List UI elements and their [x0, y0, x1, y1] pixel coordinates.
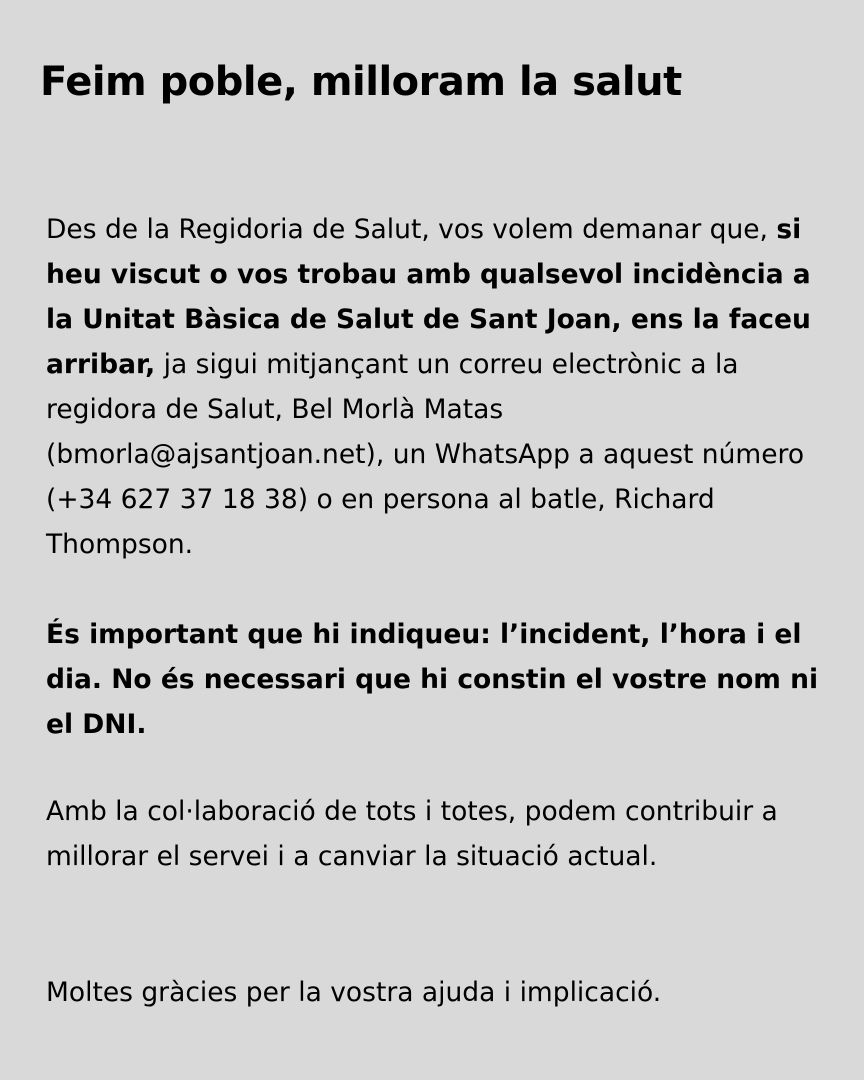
paragraph-contact-rest: ja sigui mitjançant un correu electrònic a la regidora de Salut, Bel Morlà Matas (bmorla@ajsantjoan.net), un WhatsApp a aquest número (+34 627 37 18 38) o en persona al batle, Richard Thompson. [46, 349, 805, 560]
post-title: Feim poble, milloram la salut [40, 59, 682, 105]
paragraph-collaboration: Amb la col·laboració de tots i totes, podem contribuir a millorar el servei i a canviar la situació actual. [46, 796, 778, 872]
paragraph-important-note: És important que hi indiqueu: l’incident, l’hora i el dia. No és necessari que hi constin el vostre nom ni el DNI. [46, 619, 819, 740]
paragraph-contact-intro: Des de la Regidoria de Salut, vos volem demanar que, [46, 214, 777, 245]
paragraph-contact [46, 207, 826, 567]
paragraph-contact-emphasis: si heu viscut o vos trobau amb qualsevol incidència a la Unitat Bàsica de Salut de Sant Joan, ens la faceu arribar, [46, 214, 811, 380]
paragraph-thanks: Moltes gràcies per la vostra ajuda i implicació. [46, 977, 662, 1008]
